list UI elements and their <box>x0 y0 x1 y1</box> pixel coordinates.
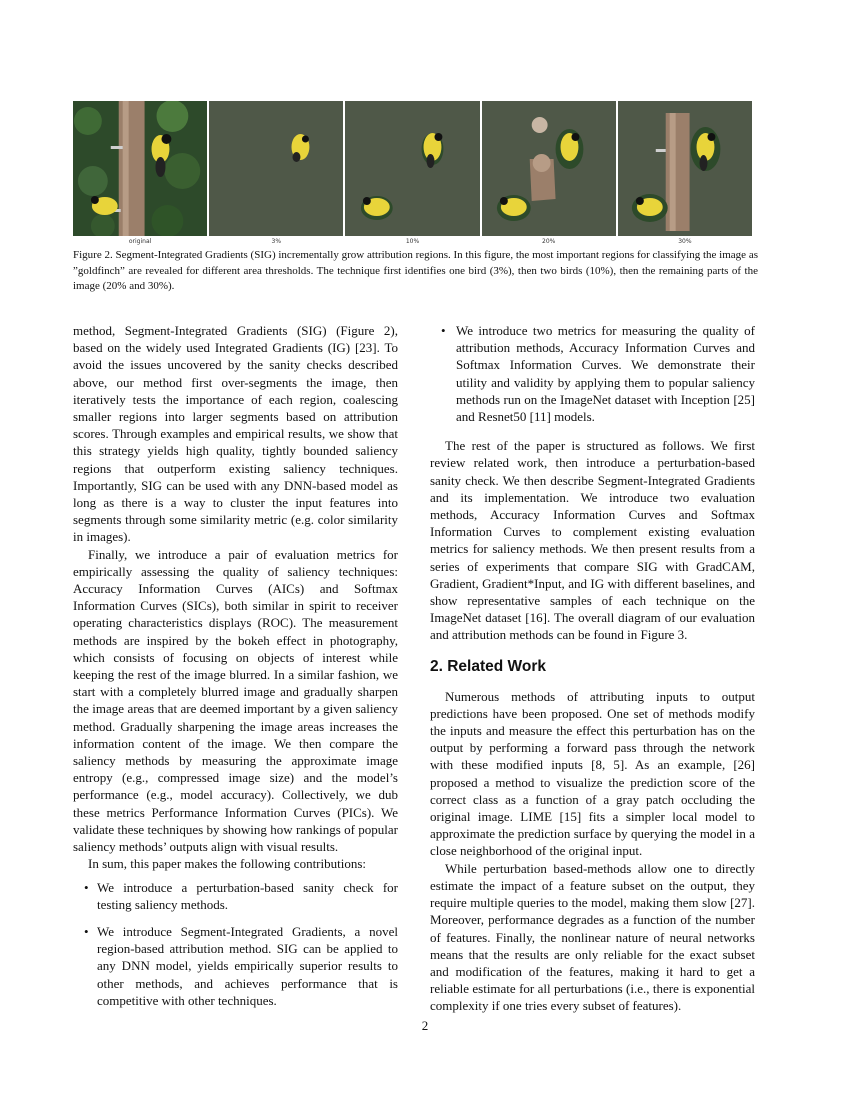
panel-30-percent <box>618 101 752 236</box>
paragraph: method, Segment-Integrated Gradients (SIG) (Figure 2), based on the widely used Integrated Gradients (IG) [23]. To avoid the issues uncovered by the sanity checks described above, our method first over-segments the image, then iteratively tests the importance of each region, coalescing smaller regions into larger segments based on attribution scores. Through examples and empirical results, we show that this strategy yields high quality, tightly bounded saliency regions that outperform existing saliency techniques. Importantly, SIG can be used with any DNN-based model as long as there is a way to cluster the input features into segments through some similarity metric (e.g. color similarity in images). <box>73 323 398 545</box>
mask-10-percent-graphic <box>345 101 479 236</box>
original-photo-graphic <box>73 101 207 236</box>
panel-10-percent <box>345 101 479 236</box>
figure-2 <box>73 101 752 247</box>
mask-20-percent-graphic <box>482 101 616 236</box>
right-column <box>430 322 755 1015</box>
panel-label-original: original <box>128 238 152 245</box>
paragraph: Finally, we introduce a pair of evaluation metrics for empirically assessing the quality of saliency techniques: Accuracy Information Curves (AICs) and Softmax Information Curves (SICs), both similar in spirit to receiver operating characteristics displays (ROC). The measurement methods are inspired by the bokeh effect in photography, which consists of focusing on objects of interest while keeping the rest of the image blurred. In a similar fashion, we start with a completely blurred image and gradually sharpen the image areas that are deemed important by a given saliency method. Gradually sharpening the image areas increases the information content of the image. We then compare the saliency methods by measuring the approximate image entropy (e.g., compressed image size) and the model’s performance (e.g., model accuracy). Collectively, we dub these metrics Performance Information Curves (PICs). We validate these techniques by showing how rankings of popular saliency methods’ outputs align with visual results. <box>73 546 398 855</box>
left-column <box>73 322 398 1019</box>
paragraph: While perturbation based-methods allow one to directly estimate the impact of a feature subset on the output, they require multiple queries to the model, making them slow [27]. Moreover, performance degrades as a function of the number of features. Finally, the nonlinear nature of neural networks means that the results are only reliable for the exact subset and modification of the features, making it hard to get a reliable estimate for all perturbations (i.e., there is exponential complexity if one tries every subset of features). <box>430 860 755 1014</box>
paragraph: In sum, this paper makes the following contributions: <box>88 856 367 872</box>
figure-panels <box>73 101 752 236</box>
mask-3-percent-graphic <box>209 101 343 236</box>
panel-20-percent <box>482 101 616 236</box>
panel-label-20: 20% <box>542 238 556 245</box>
section-heading: 2. Related Work <box>430 657 547 675</box>
list-item: • We introduce Segment-Integrated Gradients, a novel region-based attribution method. SIG can be applied to any DNN model, yields empirically superior results to other methods, and achieves performance that is competitive with other techniques. <box>73 923 398 1009</box>
panel-original <box>73 101 207 236</box>
page-number: 2 <box>421 1018 429 1033</box>
contributions-list-continued <box>430 322 755 425</box>
list-item: • We introduce two metrics for measuring the quality of attribution methods, Accuracy Information Curves and Softmax Information Curves. We demonstrate their utility and validity by applying them to popular saliency methods run on the ImageNet dataset with Inception [25] and Resnet50 [11] models. <box>430 322 755 425</box>
panel-label-10: 10% <box>405 238 420 245</box>
paragraph: Numerous methods of attributing inputs to output predictions have been proposed. One set of methods modify the inputs and measure the effect this perturbation has on the output by performing a forward pass through the network with these modified inputs [8, 5]. As an example, [26] proposed a method to visualize the prediction score of the correct class as a function of a gray patch occluding the original image. LIME [15] fits a simpler local model to approximate the prediction surface by querying the model in a close neighborhood of the original input. <box>430 688 755 859</box>
panel-labels <box>73 237 752 247</box>
figure-caption: Figure 2. Segment-Integrated Gradients (SIG) incrementally grow attribution regions. In this figure, the most important regions for classifying the image as ”goldfinch” are revealed for different area thresholds. The technique first identifies one bird (3%), then two birds (10%), then the remaining parts of the image (20% and 30%). <box>73 249 758 293</box>
panel-label-3: 3% <box>271 238 282 245</box>
paragraph: The rest of the paper is structured as follows. We first review related work, then introduce a perturbation-based sanity check. We then describe Segment-Integrated Gradients and its implementation. We introduce two evaluation methods, Accuracy Information Curves and Softmax Information Curves to complement existing evaluation metrics for saliency methods. We then present results from a series of experiments that compare SIG with GradCAM, Gradient, Gradient*Input, and IG with different baselines, and show representative samples of each technique on the ImageNet dataset [16]. The overall diagram of our evaluation and attribution methods can be found in Figure 3. <box>430 438 755 643</box>
panel-label-30: 30% <box>678 238 692 245</box>
list-item: • We introduce a perturbation-based sanity check for testing saliency methods. <box>73 879 398 913</box>
contributions-list <box>73 879 398 1009</box>
mask-30-percent-graphic <box>618 101 752 236</box>
panel-3-percent <box>209 101 343 236</box>
